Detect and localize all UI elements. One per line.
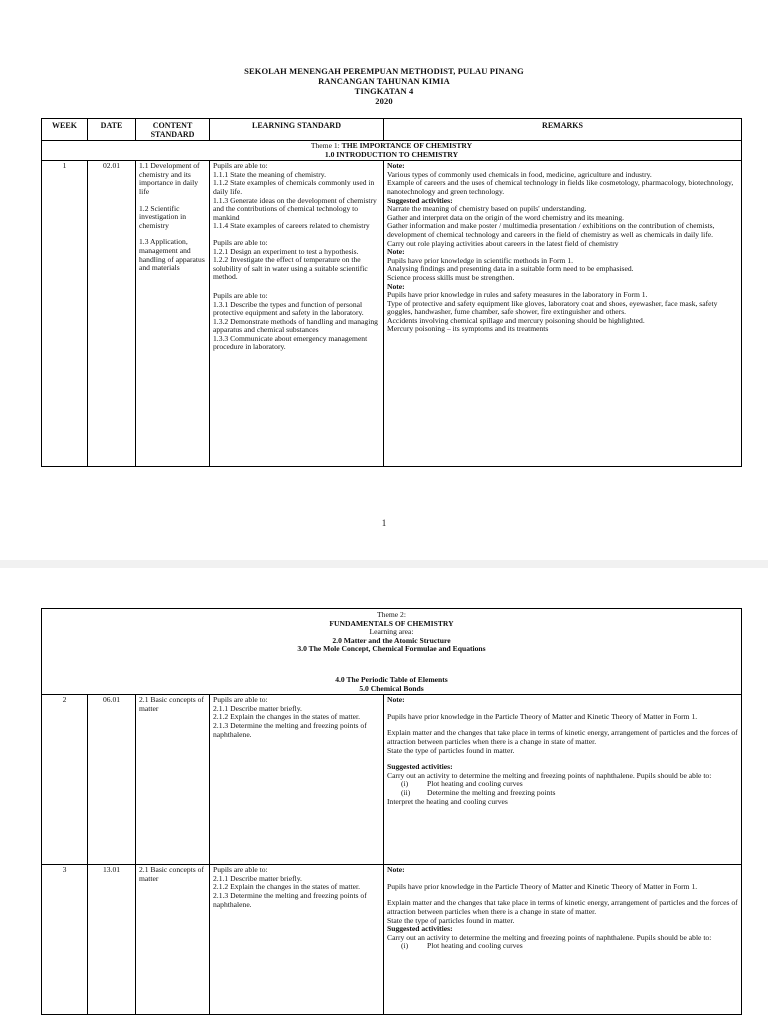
remark-line: Note: xyxy=(387,281,405,291)
remark-line: Pupils have prior knowledge in the Particle Theory of Matter and Kinetic Theory of Matter in Form 1. xyxy=(387,881,698,891)
learning-item: Pupils are able to: xyxy=(213,237,268,247)
table-row xyxy=(42,865,742,1015)
date-cell: 13.01 xyxy=(88,865,136,1015)
remark-line: Explain matter and the changes that take place in terms of kinetic energy, arrangement of particles and the forces of attraction between particles when there is a change in state of matter. xyxy=(387,898,738,916)
remark-line: State the type of particles found in matter. xyxy=(387,915,515,925)
schedule-table-page1 xyxy=(41,118,742,467)
remark-line: Various types of commonly used chemicals in food, medicine, agriculture and industry. xyxy=(387,169,652,179)
remark-line: Type of protective and safety equipment like gloves, laboratory coat and shoes, eyewasher, face mask, safety goggles, handwasher, fume chamber, safe shower, fire extinguisher and others. xyxy=(387,298,718,317)
table-header-row xyxy=(42,119,742,141)
list-text: Plot heating and cooling curves xyxy=(427,779,523,789)
learning-area-label: Learning area: xyxy=(369,627,414,637)
remark-line: Interpret the heating and cooling curves xyxy=(387,796,508,806)
remark-line: Accidents involving chemical spillage and mercury poisoning should be highlighted. xyxy=(387,315,645,325)
remark-line: Gather information and make poster / multimedia presentation / exhibitions on the contribution of chemists, development of chemical technology and careers in the field of chemistry as well as chemicals in daily life. xyxy=(387,221,715,239)
learning-standard-cell xyxy=(210,695,384,865)
content-standard-cell: 2.1 Basic concepts of matter xyxy=(136,695,210,865)
content-standard-cell xyxy=(136,161,210,467)
learning-item: 1.2.1 Design an experiment to test a hypothesis. xyxy=(213,246,359,256)
activity-list xyxy=(387,780,738,797)
theme-row xyxy=(42,609,742,695)
remark-line: State the type of particles found in matter. xyxy=(387,745,515,755)
document-header xyxy=(0,66,768,106)
remark-line: Narrate the meaning of chemistry based on pupils' understanding. xyxy=(387,204,587,214)
remark-line: Analysing findings and presenting data in a suitable form need to be emphasised. xyxy=(387,264,634,274)
remark-line: Note: xyxy=(387,695,405,705)
year: 2020 xyxy=(375,96,393,106)
remark-line: Suggested activities: xyxy=(387,924,453,934)
week-cell: 2 xyxy=(42,695,88,865)
learning-item: 1.1.1 State the meaning of chemistry. xyxy=(213,169,326,179)
col-content-header: CONTENT STANDARD xyxy=(136,119,210,141)
col-remarks-header: REMARKS xyxy=(384,119,742,141)
list-marker: (i) xyxy=(401,779,409,789)
remark-line: Note: xyxy=(387,247,405,257)
remark-line: Carry out role playing activities about careers in the latest field of chemistry xyxy=(387,238,619,248)
table-row xyxy=(42,161,742,467)
remark-line: Carry out an activity to determine the melting and freezing points of naphthalene. Pupils should be able to: xyxy=(387,770,712,780)
learning-area-item: 4.0 The Periodic Table of Elements xyxy=(335,674,448,684)
theme-subtitle: 1.0 INTRODUCTION TO CHEMISTRY xyxy=(324,149,459,159)
learning-standard-cell xyxy=(210,161,384,467)
document-page-2 xyxy=(0,568,768,1024)
remark-line: Explain matter and the changes that take place in terms of kinetic energy, arrangement of particles and the forces of attraction between particles when there is a change in state of matter. xyxy=(387,728,738,746)
learning-item: 1.3.3 Communicate about emergency management procedure in laboratory. xyxy=(213,333,368,352)
remark-line: Note: xyxy=(387,161,405,171)
school-name: SEKOLAH MENENGAH PEREMPUAN METHODIST, PULAU PINANG xyxy=(244,66,524,76)
remarks-cell xyxy=(384,695,742,865)
list-marker: (ii) xyxy=(401,787,411,797)
remark-line: Gather and interpret data on the origin of the word chemistry and its meaning. xyxy=(387,212,625,222)
col-date-header: DATE xyxy=(88,119,136,141)
col-week-header: WEEK xyxy=(42,119,88,141)
page-separator xyxy=(0,560,768,568)
learning-item: Pupils are able to: xyxy=(213,865,268,875)
list-text: Determine the melting and freezing points xyxy=(427,787,556,797)
content-item: 1.1 Development of chemistry and its importance in daily life xyxy=(139,161,200,196)
learning-item: Pupils are able to: xyxy=(213,290,268,300)
content-item: 1.2 Scientific investigation in chemistry xyxy=(139,203,187,230)
date-cell: 06.01 xyxy=(88,695,136,865)
week-cell: 3 xyxy=(42,865,88,1015)
theme-title: FUNDAMENTALS OF CHEMISTRY xyxy=(329,618,454,628)
remark-line: Science process skills must be strengthen. xyxy=(387,272,515,282)
learning-item: 2.1.3 Determine the melting and freezing points of naphthalene. xyxy=(213,720,367,739)
plan-title: RANCANGAN TAHUNAN KIMIA xyxy=(318,76,450,86)
learning-item: 1.2.2 Investigate the effect of temperature on the solubility of salt in water using a suitable scientific method. xyxy=(213,255,368,282)
remark-line: Carry out an activity to determine the melting and freezing points of naphthalene. Pupils should be able to: xyxy=(387,932,712,942)
list-text: Plot heating and cooling curves xyxy=(427,941,523,951)
table-row xyxy=(42,695,742,865)
remarks-cell xyxy=(384,865,742,1015)
learning-item: 2.1.3 Determine the melting and freezing points of naphthalene. xyxy=(213,890,367,909)
theme-row xyxy=(42,141,742,161)
content-standard-cell: 2.1 Basic concepts of matter xyxy=(136,865,210,1015)
learning-item: 2.1.1 Describe matter briefly. xyxy=(213,703,302,713)
remark-line: Pupils have prior knowledge in scientific methods in Form 1. xyxy=(387,255,574,265)
remark-line: Note: xyxy=(387,865,405,875)
learning-item: 1.1.2 State examples of chemicals commonly used in daily life. xyxy=(213,178,375,196)
remark-line: Pupils have prior knowledge in the Particle Theory of Matter and Kinetic Theory of Matter in Form 1. xyxy=(387,711,698,721)
remarks-cell xyxy=(384,161,742,467)
theme-label: Theme 2: xyxy=(377,610,406,619)
learning-item: Pupils are able to: xyxy=(213,161,268,171)
learning-item: 1.3.1 Describe the types and function of personal protective equipment and safety in the laboratory. xyxy=(213,299,364,318)
learning-area-item: 2.0 Matter and the Atomic Structure xyxy=(332,635,451,645)
date-cell: 02.01 xyxy=(88,161,136,467)
learning-standard-cell xyxy=(210,865,384,1015)
form-level: TINGKATAN 4 xyxy=(354,86,414,96)
activity-list xyxy=(387,942,738,951)
list-marker: (i) xyxy=(401,941,409,951)
theme-prefix: Theme 1: xyxy=(310,141,342,150)
remark-line: Example of careers and the uses of chemical technology in fields like cosmetology, pharmacology, biotechnology, nanotechnology and green technology. xyxy=(387,178,734,196)
learning-area-item: 5.0 Chemical Bonds xyxy=(359,683,424,693)
remark-line: Mercury poisoning – its symptoms and its treatments xyxy=(387,324,549,334)
remark-line: Suggested activities: xyxy=(387,195,453,205)
remark-line: Pupils have prior knowledge in rules and safety measures in the laboratory in Form 1. xyxy=(387,290,648,300)
learning-item: 2.1.2 Explain the changes in the states of matter. xyxy=(213,882,360,892)
learning-area-item: 3.0 The Mole Concept, Chemical Formulae and Equations xyxy=(297,644,486,654)
learning-item: 1.1.3 Generate ideas on the development of chemistry and the contributions of chemical technology to mankind xyxy=(213,195,377,222)
learning-item: 1.3.2 Demonstrate methods of handling and managing apparatus and chemical substances xyxy=(213,316,378,335)
schedule-table-page2 xyxy=(41,608,742,1015)
learning-item: 1.1.4 State examples of careers related to chemistry xyxy=(213,221,370,231)
week-cell: 1 xyxy=(42,161,88,467)
theme-title: THE IMPORTANCE OF CHEMISTRY xyxy=(341,141,473,150)
learning-item: Pupils are able to: xyxy=(213,695,268,705)
page-number: 1 xyxy=(381,518,387,528)
content-item: 1.3 Application, management and handling of apparatus and materials xyxy=(139,237,205,273)
col-learning-header: LEARNING STANDARD xyxy=(210,119,384,141)
learning-item: 2.1.1 Describe matter briefly. xyxy=(213,873,302,883)
learning-item: 2.1.2 Explain the changes in the states of matter. xyxy=(213,712,360,722)
remark-line: Suggested activities: xyxy=(387,762,453,772)
list-item xyxy=(397,942,738,951)
